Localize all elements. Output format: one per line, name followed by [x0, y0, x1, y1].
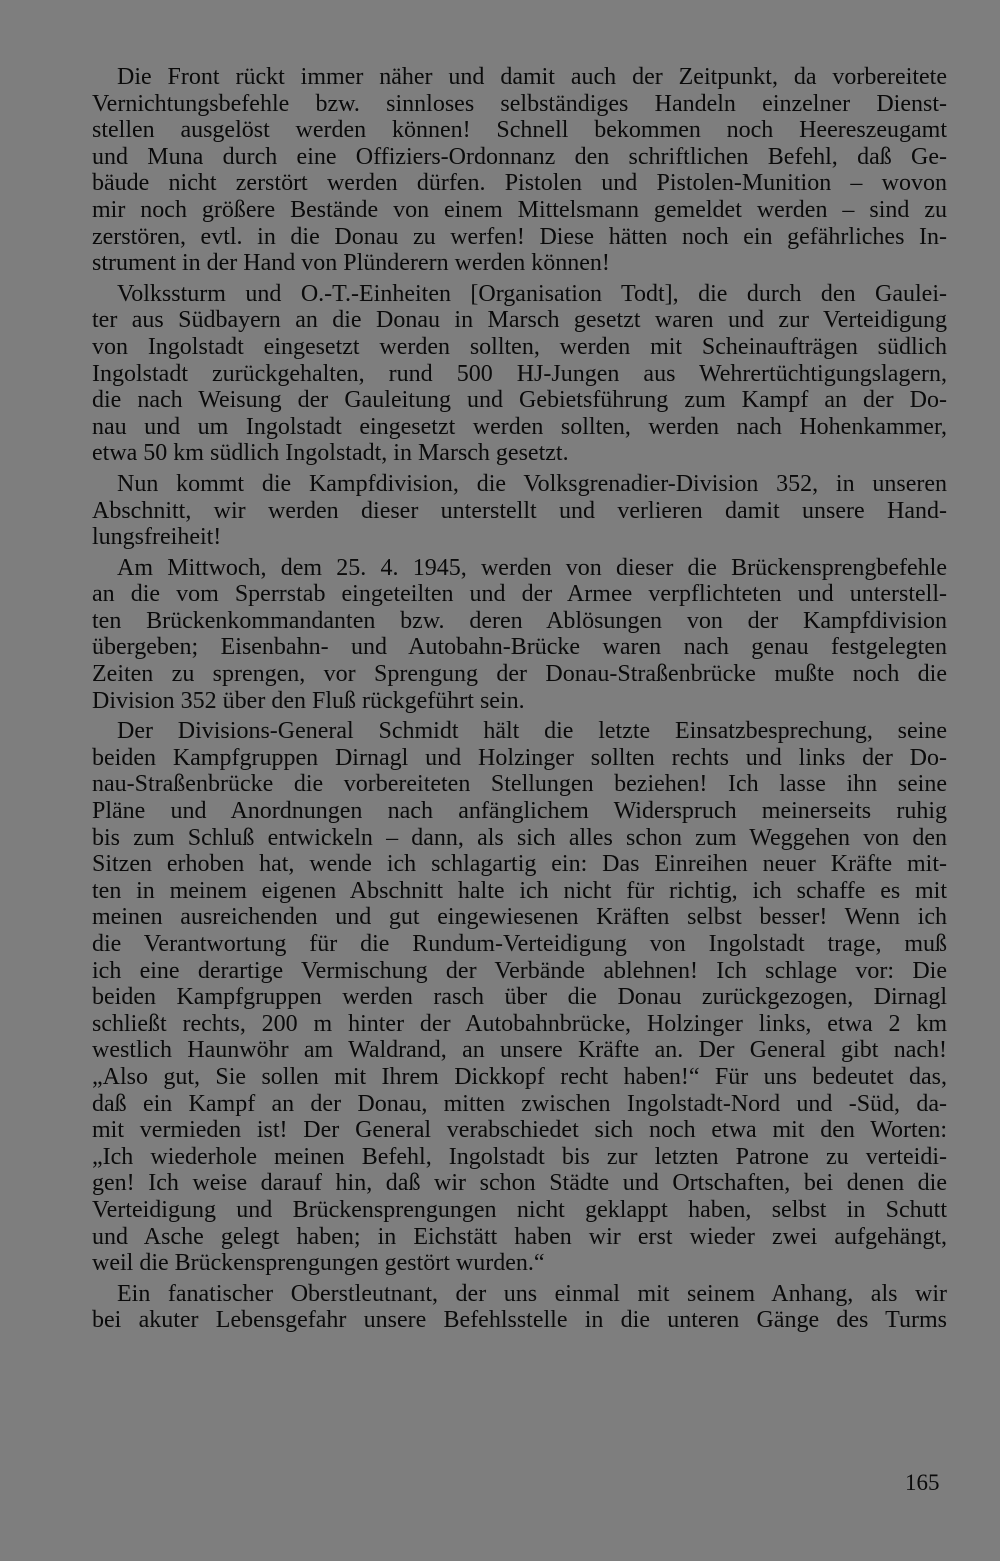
- text-line: schließt rechts, 200 m hinter der Autobahnbrücke, Holzinger links, etwa 2 km: [92, 1010, 947, 1037]
- text-line: „Ich wiederhole meinen Befehl, Ingolstadt bis zur letzten Patrone zu verteidi-: [92, 1143, 947, 1170]
- text-line: Verteidigung und Brückensprengungen nicht geklappt haben, selbst in Schutt: [92, 1196, 947, 1223]
- text-line: zerstören, evtl. in die Donau zu werfen! Diese hätten noch ein gefährliches In-: [92, 223, 947, 250]
- page-number: 165: [905, 1470, 940, 1495]
- text-line: meinen ausreichenden und gut eingewiesenen Kräften selbst besser! Wenn ich: [92, 904, 947, 931]
- text-line: und Asche gelegt haben; in Eichstätt haben wir erst wieder zwei aufgehängt,: [92, 1223, 947, 1250]
- paragraph: [92, 555, 947, 715]
- text-line: beiden Kampfgruppen werden rasch über die Donau zurückgezogen, Dirnagl: [92, 984, 947, 1011]
- text-line: bis zum Schluß entwickeln – dann, als sich alles schon zum Weggehen von den: [92, 824, 947, 851]
- text-line: daß ein Kampf an der Donau, mitten zwischen Ingolstadt-Nord und -Süd, da-: [92, 1090, 947, 1117]
- text-line: Der Divisions-General Schmidt hält die letzte Einsatzbesprechung, seine: [117, 718, 947, 745]
- text-line: bäude nicht zerstört werden dürfen. Pistolen und Pistolen-Munition – wovon: [92, 170, 947, 197]
- paragraph: [92, 64, 947, 277]
- text-line: ten in meinem eigenen Abschnitt halte ich nicht für richtig, ich schaffe es mit: [92, 877, 947, 904]
- text-line: Zeiten zu sprengen, vor Sprengung der Donau-Straßenbrücke mußte noch die: [92, 661, 947, 688]
- text-line: nau-Straßenbrücke die vorbereiteten Stellungen beziehen! Ich lasse ihn seine: [92, 771, 947, 798]
- text-line: nau und um Ingolstadt eingesetzt werden sollten, werden nach Hohenkammer,: [92, 413, 947, 440]
- text-line: mit vermieden ist! Der General verabschiedet sich noch etwa mit den Worten:: [92, 1117, 947, 1144]
- text-line: westlich Haunwöhr am Waldrand, an unsere Kräfte an. Der General gibt nach!: [92, 1037, 947, 1064]
- text-line: Ein fanatischer Oberstleutnant, der uns einmal mit seinem Anhang, als wir: [117, 1280, 947, 1307]
- text-line: und Muna durch eine Offiziers-Ordonnanz den schriftlichen Befehl, daß Ge-: [92, 143, 947, 170]
- text-line: etwa 50 km südlich Ingolstadt, in Marsch gesetzt.: [92, 440, 569, 467]
- text-line: stellen ausgelöst werden können! Schnell bekommen noch Heereszeugamt: [92, 117, 947, 144]
- text-line: lungsfreiheit!: [92, 524, 222, 551]
- paragraph: [92, 281, 947, 467]
- text-line: die Verantwortung für die Rundum-Verteidigung von Ingolstadt trage, muß: [92, 931, 947, 957]
- paragraph: [92, 471, 947, 551]
- paragraph: [92, 1281, 947, 1334]
- text-line: Pläne und Anordnungen nach anfänglichem Widerspruch meinerseits ruhig: [92, 798, 947, 825]
- text-line: Abschnitt, wir werden dieser unterstellt und verlieren damit unsere Hand-: [92, 497, 947, 524]
- text-line: an die vom Sperrstab eingeteilten und der Armee verpflichteten und unterstell-: [92, 581, 947, 608]
- text-line: strument in der Hand von Plünderern werden können!: [92, 250, 610, 277]
- text-line: „Also gut, Sie sollen mit Ihrem Dickkopf recht haben!“ Für uns bedeutet das,: [92, 1063, 947, 1090]
- text-line: ich eine derartige Vermischung der Verbände ablehnen! Ich schlage vor: Die: [92, 957, 947, 984]
- text-line: ter aus Südbayern an die Donau in Marsch gesetzt waren und zur Verteidigung: [92, 307, 947, 334]
- text-line: Die Front rückt immer näher und damit auch der Zeitpunkt, da vorbereitete: [117, 64, 947, 90]
- text-line: Am Mittwoch, dem 25. 4. 1945, werden von dieser die Brückensprengbefehle: [117, 554, 947, 581]
- paragraph: [92, 718, 947, 1276]
- text-line: Volkssturm und O.-T.-Einheiten [Organisation Todt], die durch den Gaulei-: [117, 280, 947, 307]
- text-line: gen! Ich weise darauf hin, daß wir schon Städte und Ortschaften, bei denen die: [92, 1170, 947, 1197]
- book-page: [92, 64, 947, 1338]
- text-line: die nach Weisung der Gauleitung und Gebietsführung zum Kampf an der Do-: [92, 387, 947, 414]
- text-line: beiden Kampfgruppen Dirnagl und Holzinger sollten rechts und links der Do-: [92, 744, 947, 771]
- text-line: übergeben; Eisenbahn- und Autobahn-Brücke waren nach genau festgelegten: [92, 634, 947, 661]
- text-line: ten Brückenkommandanten bzw. deren Ablösungen von der Kampfdivision: [92, 607, 947, 634]
- text-line: Ingolstadt zurückgehalten, rund 500 HJ-Jungen aus Wehrertüchtigungslagern,: [92, 360, 947, 387]
- text-line: von Ingolstadt eingesetzt werden sollten, werden mit Scheinaufträgen südlich: [92, 333, 947, 360]
- text-line: Vernichtungsbefehle bzw. sinnloses selbständiges Handeln einzelner Dienst-: [92, 90, 947, 117]
- text-line: mir noch größere Bestände von einem Mittelsmann gemeldet werden – sind zu: [92, 196, 947, 223]
- text-line: Division 352 über den Fluß rückgeführt sein.: [92, 687, 525, 714]
- text-line: weil die Brückensprengungen gestört wurden.“: [92, 1250, 545, 1277]
- text-line: Nun kommt die Kampfdivision, die Volksgrenadier-Division 352, in unseren: [117, 470, 947, 497]
- text-line: Sitzen erhoben hat, wende ich schlagartig ein: Das Einreihen neuer Kräfte mit-: [92, 851, 947, 878]
- text-line: bei akuter Lebensgefahr unsere Befehlsstelle in die unteren Gänge des Turms: [92, 1307, 947, 1334]
